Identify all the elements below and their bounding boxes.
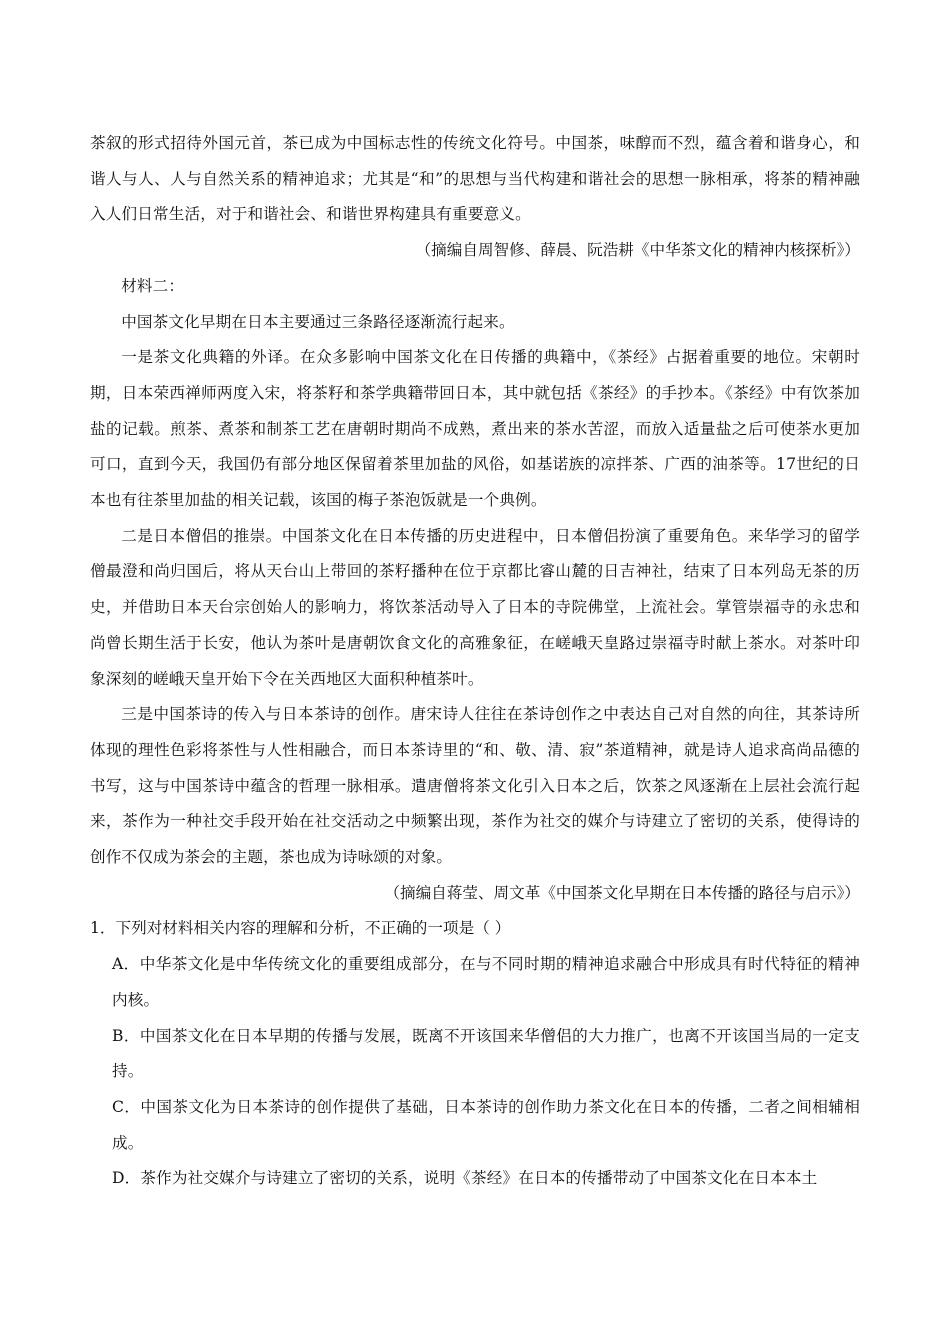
question-1: [90, 911, 860, 1197]
document-page: [90, 126, 860, 1197]
question-1-option-b: B．中国茶文化在日本早期的传播与发展，既离不开该国来华僧侣的大力推广，也离不开该国当局的一定支持。: [112, 1026, 860, 1081]
paragraph-path-3: 三是中国茶诗的传入与日本茶诗的创作。唐宋诗人往往在茶诗创作之中表达自己对自然的向往，其茶诗所体现的理性色彩将茶性与人性相融合，而日本茶诗里的“和、敬、清、寂”茶道精神，就是诗人追求高尚品德的书写，这与中国茶诗中蕴含的哲理一脉相承。遣唐僧将茶文化引入日本之后，饮茶之风逐渐在上层社会流行起来，茶作为一种社交手段开始在社交活动之中频繁出现，茶作为社交的媒介与诗建立了密切的关系，使得诗的创作不仅成为茶会的主题，茶也成为诗咏颂的对象。: [90, 705, 860, 867]
intro-paragraph: 茶叙的形式招待外国元首，茶已成为中国标志性的传统文化符号。中国茶，味醇而不烈，蕴含着和谐身心，和谐人与人、人与自然关系的精神追求；尤其是“和”的思想与当代构建和谐社会的思想一脉相承，将茶的精神融入人们日常生活，对于和谐社会、和谐世界构建具有重要意义。: [90, 134, 860, 224]
question-1-option-a: A．中华茶文化是中华传统文化的重要组成部分，在与不同时期的精神追求融合中形成具有时代特征的精神内核。: [112, 955, 860, 1009]
source-citation-2: （摘编自蒋莹、周文革《中国茶文化早期在日本传播的路径与启示》）: [384, 883, 860, 902]
question-1-option-d: D．茶作为社交媒介与诗建立了密切的关系，说明《茶经》在日本的传播带动了中国茶文化在日本本土: [112, 1169, 818, 1188]
material-2-heading: 材料二：: [121, 276, 185, 295]
source-citation-1: （摘编自周智修、薛晨、阮浩耕《中华茶文化的精神内核探析》）: [415, 241, 860, 260]
material-2-intro: 中国茶文化早期在日本主要通过三条路径逐渐流行起来。: [121, 312, 515, 331]
question-1-option-c: C．中国茶文化为日本茶诗的创作提供了基础，日本茶诗的创作助力茶文化在日本的传播，二者之间相辅相成。: [112, 1097, 860, 1152]
paragraph-path-1: 一是茶文化典籍的外译。在众多影响中国茶文化在日传播的典籍中，《茶经》占据着重要的地位。宋朝时期，日本荣西禅师两度入宋，将茶籽和茶学典籍带回日本，其中就包括《茶经》的手抄本。《茶经》中有饮茶加盐的记载。煎茶、煮茶和制茶工艺在唐朝时期尚不成熟，煮出来的茶水苦涩，而放入适量盐之后可使茶水更加可口，直到今天，我国仍有部分地区保留着茶里加盐的风俗，如基诺族的凉拌茶、广西的油茶等。17世纪的日本也有往茶里加盐的相关记载，该国的梅子茶泡饭就是一个典例。: [90, 348, 860, 510]
question-1-stem: 1．下列对材料相关内容的理解和分析，不正确的一项是（ ）: [90, 919, 511, 938]
paragraph-path-2: 二是日本僧侣的推崇。中国茶文化在日本传播的历史进程中，日本僧侣扮演了重要角色。来华学习的留学僧最澄和尚归国后，将从天台山上带回的茶籽播种在位于京都比睿山麓的日吉神社，结束了日本列岛无茶的历史，并借助日本天台宗创始人的影响力，将饮茶活动导入了日本的寺院佛堂，上流社会。掌管崇福寺的永忠和尚曾长期生活于长安，他认为茶叶是唐朝饮食文化的高雅象征，在嵯峨天皇路过崇福寺时献上茶水。对茶叶印象深刻的嵯峨天皇开始下令在关西地区大面积种植茶叶。: [90, 526, 860, 688]
